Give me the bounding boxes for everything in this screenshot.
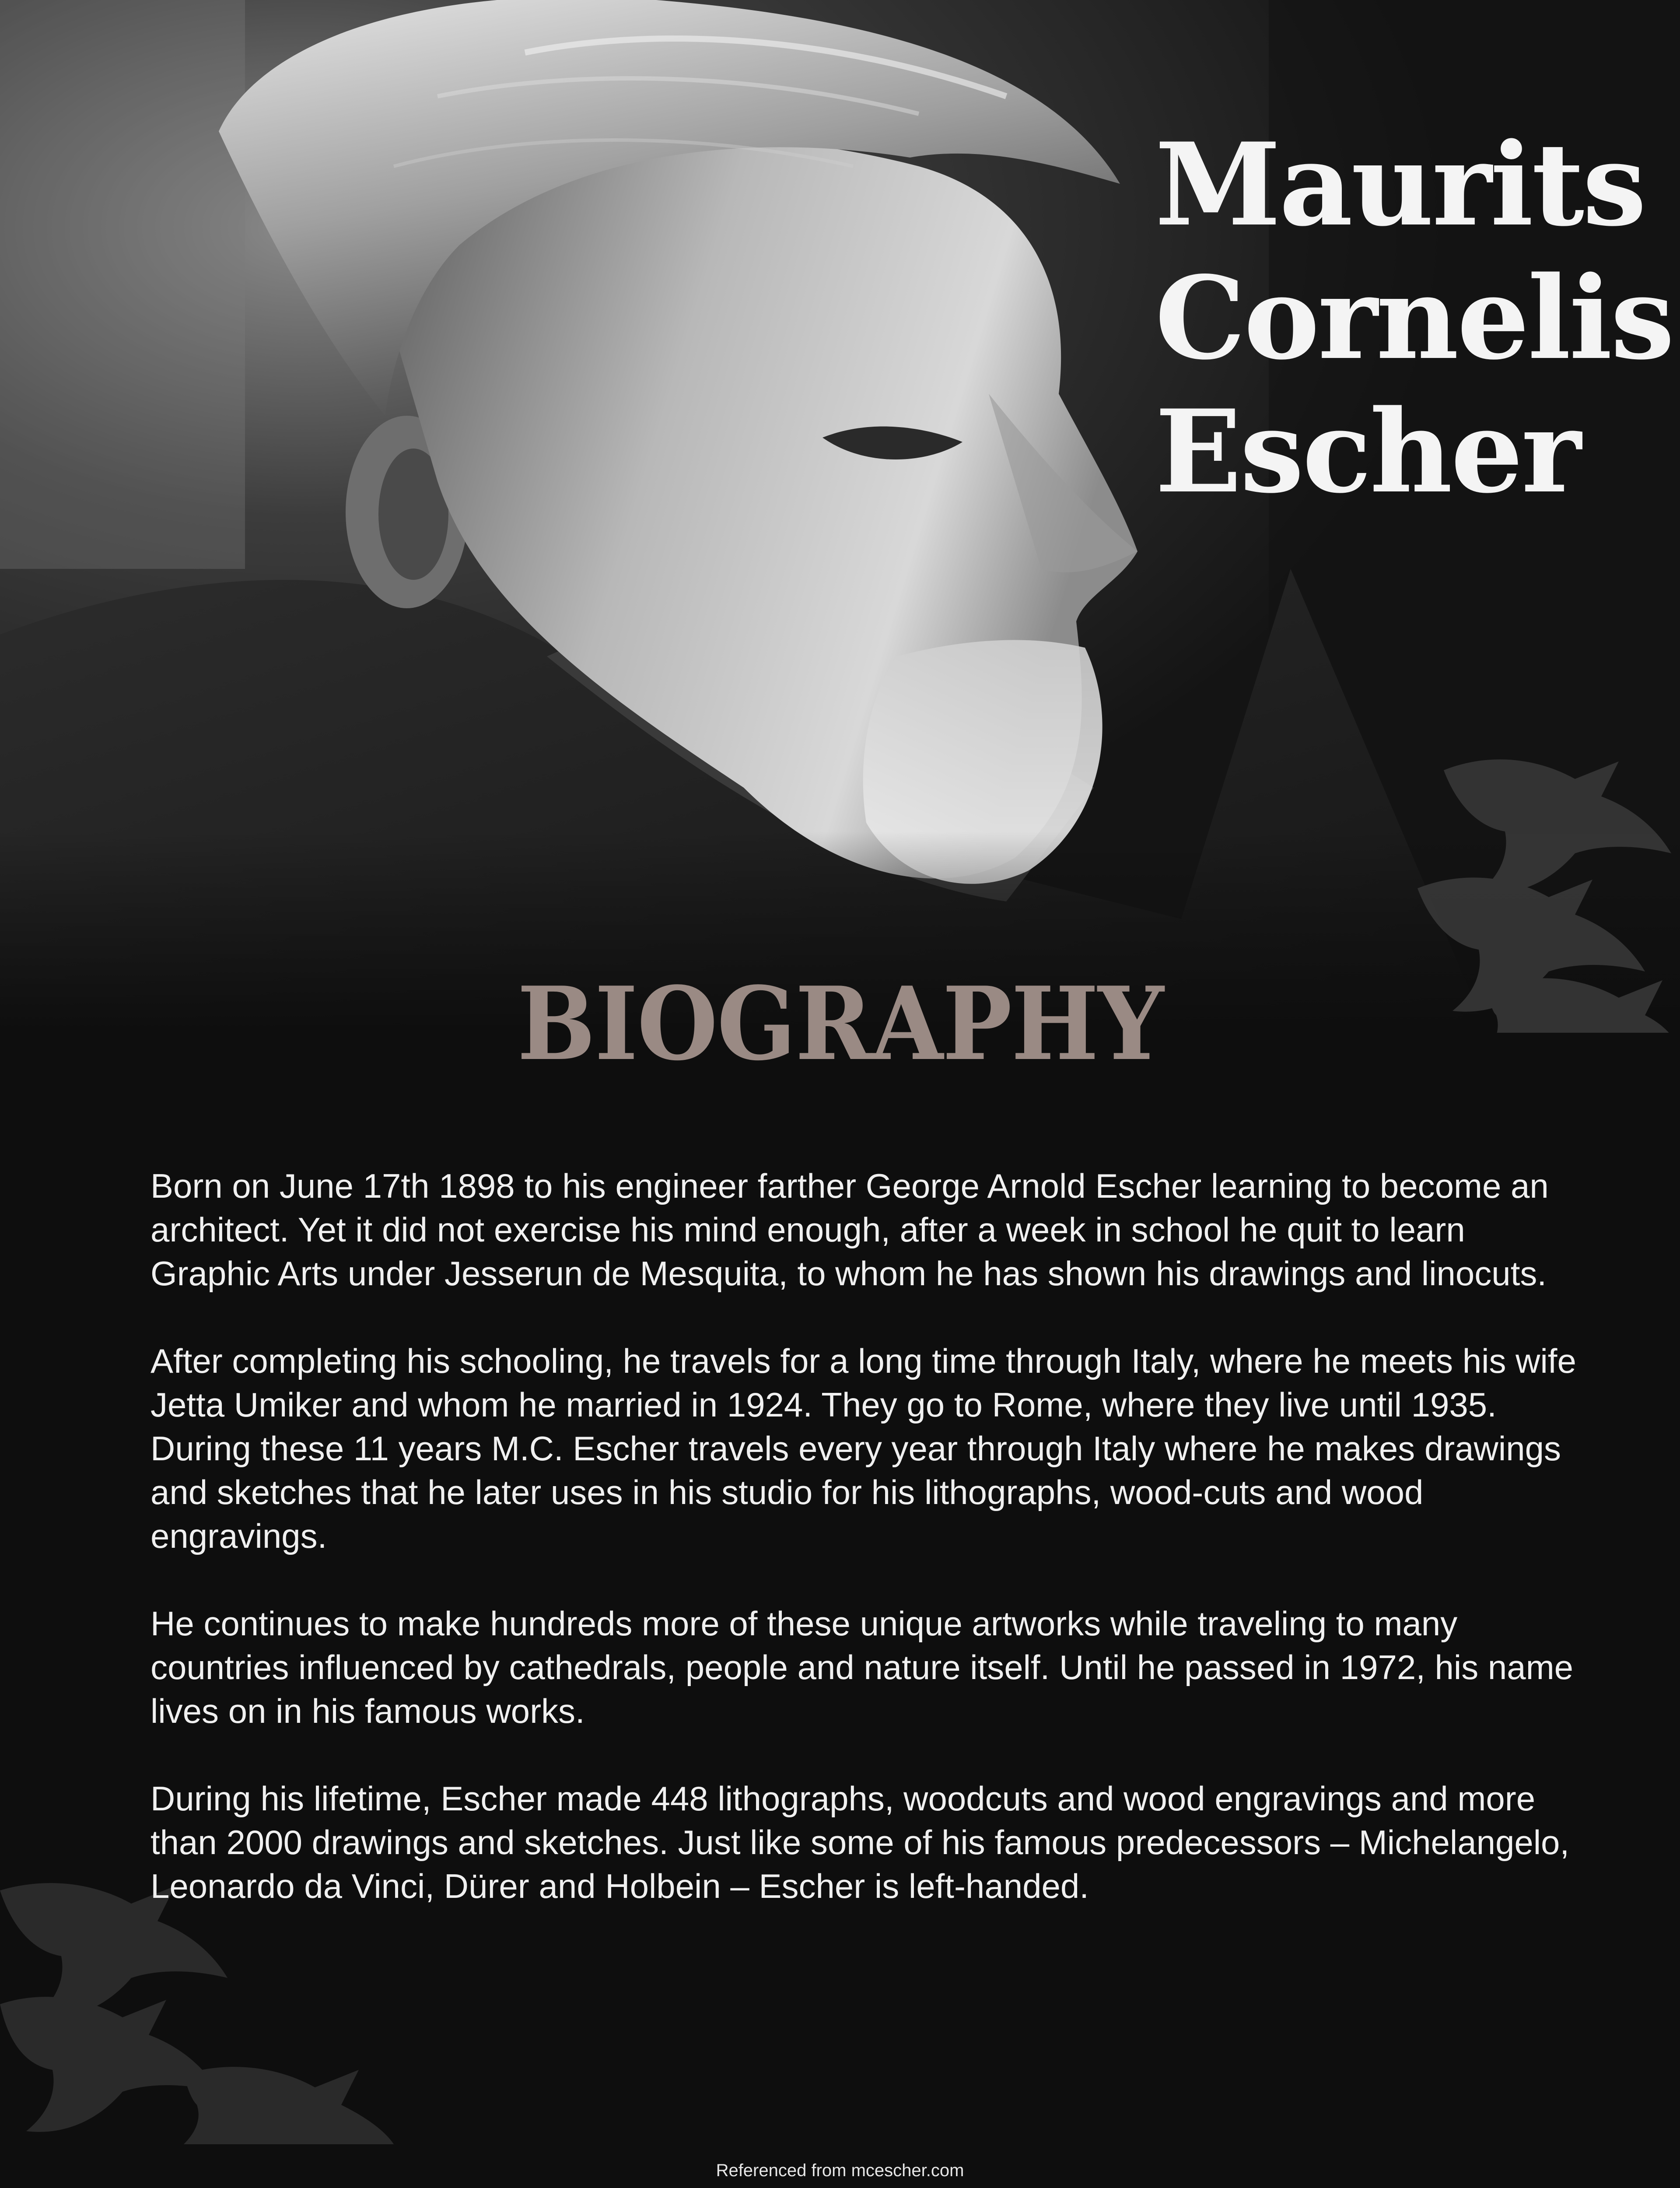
biography-body xyxy=(150,1164,1586,1952)
name-line-last: Escher xyxy=(1155,385,1580,519)
person-name-title xyxy=(1155,118,1673,519)
biography-paragraph: After completing his schooling, he travels for a long time through Italy, where he meets his wife Jetta Umiker and whom he married in 1924. They go to Rome, where they live until 1935. During these 11 years M.C. Escher travels every year through Italy where he makes drawings and sketches that he later uses in his studio for his lithographs, wood-cuts and wood engravings. xyxy=(150,1342,1576,1555)
biography-paragraph: During his lifetime, Escher made 448 lithographs, woodcuts and wood engravings and more than 2000 drawings and sketches. Just like some of his famous predecessors – Michelangelo, Leonardo da Vinci, Dürer and Holbein – Escher is left-handed. xyxy=(150,1779,1570,1905)
footer-credit: Referenced from mcescher.com xyxy=(716,2161,964,2180)
biography-paragraph: He continues to make hundreds more of these unique artworks while traveling to many countries influenced by cathedrals, people and nature itself. Until he passed in 1972, his name lives on in his famous works. xyxy=(150,1604,1574,1730)
hero-portrait xyxy=(0,0,1680,1033)
section-title-text: BIOGRAPHY xyxy=(517,965,1163,1083)
biography-paragraph: Born on June 17th 1898 to his engineer farther George Arnold Escher learning to become an architect. Yet it did not exercise his mind enough, after a week in school he quit to learn Graphic Arts under Jesserun de Mesquita, to whom he has shown his drawings and linocuts. xyxy=(150,1167,1549,1293)
name-line-middle: Cornelis xyxy=(1155,252,1673,385)
section-title-biography xyxy=(0,967,1680,1081)
name-line-first: Maurits xyxy=(1155,118,1645,252)
